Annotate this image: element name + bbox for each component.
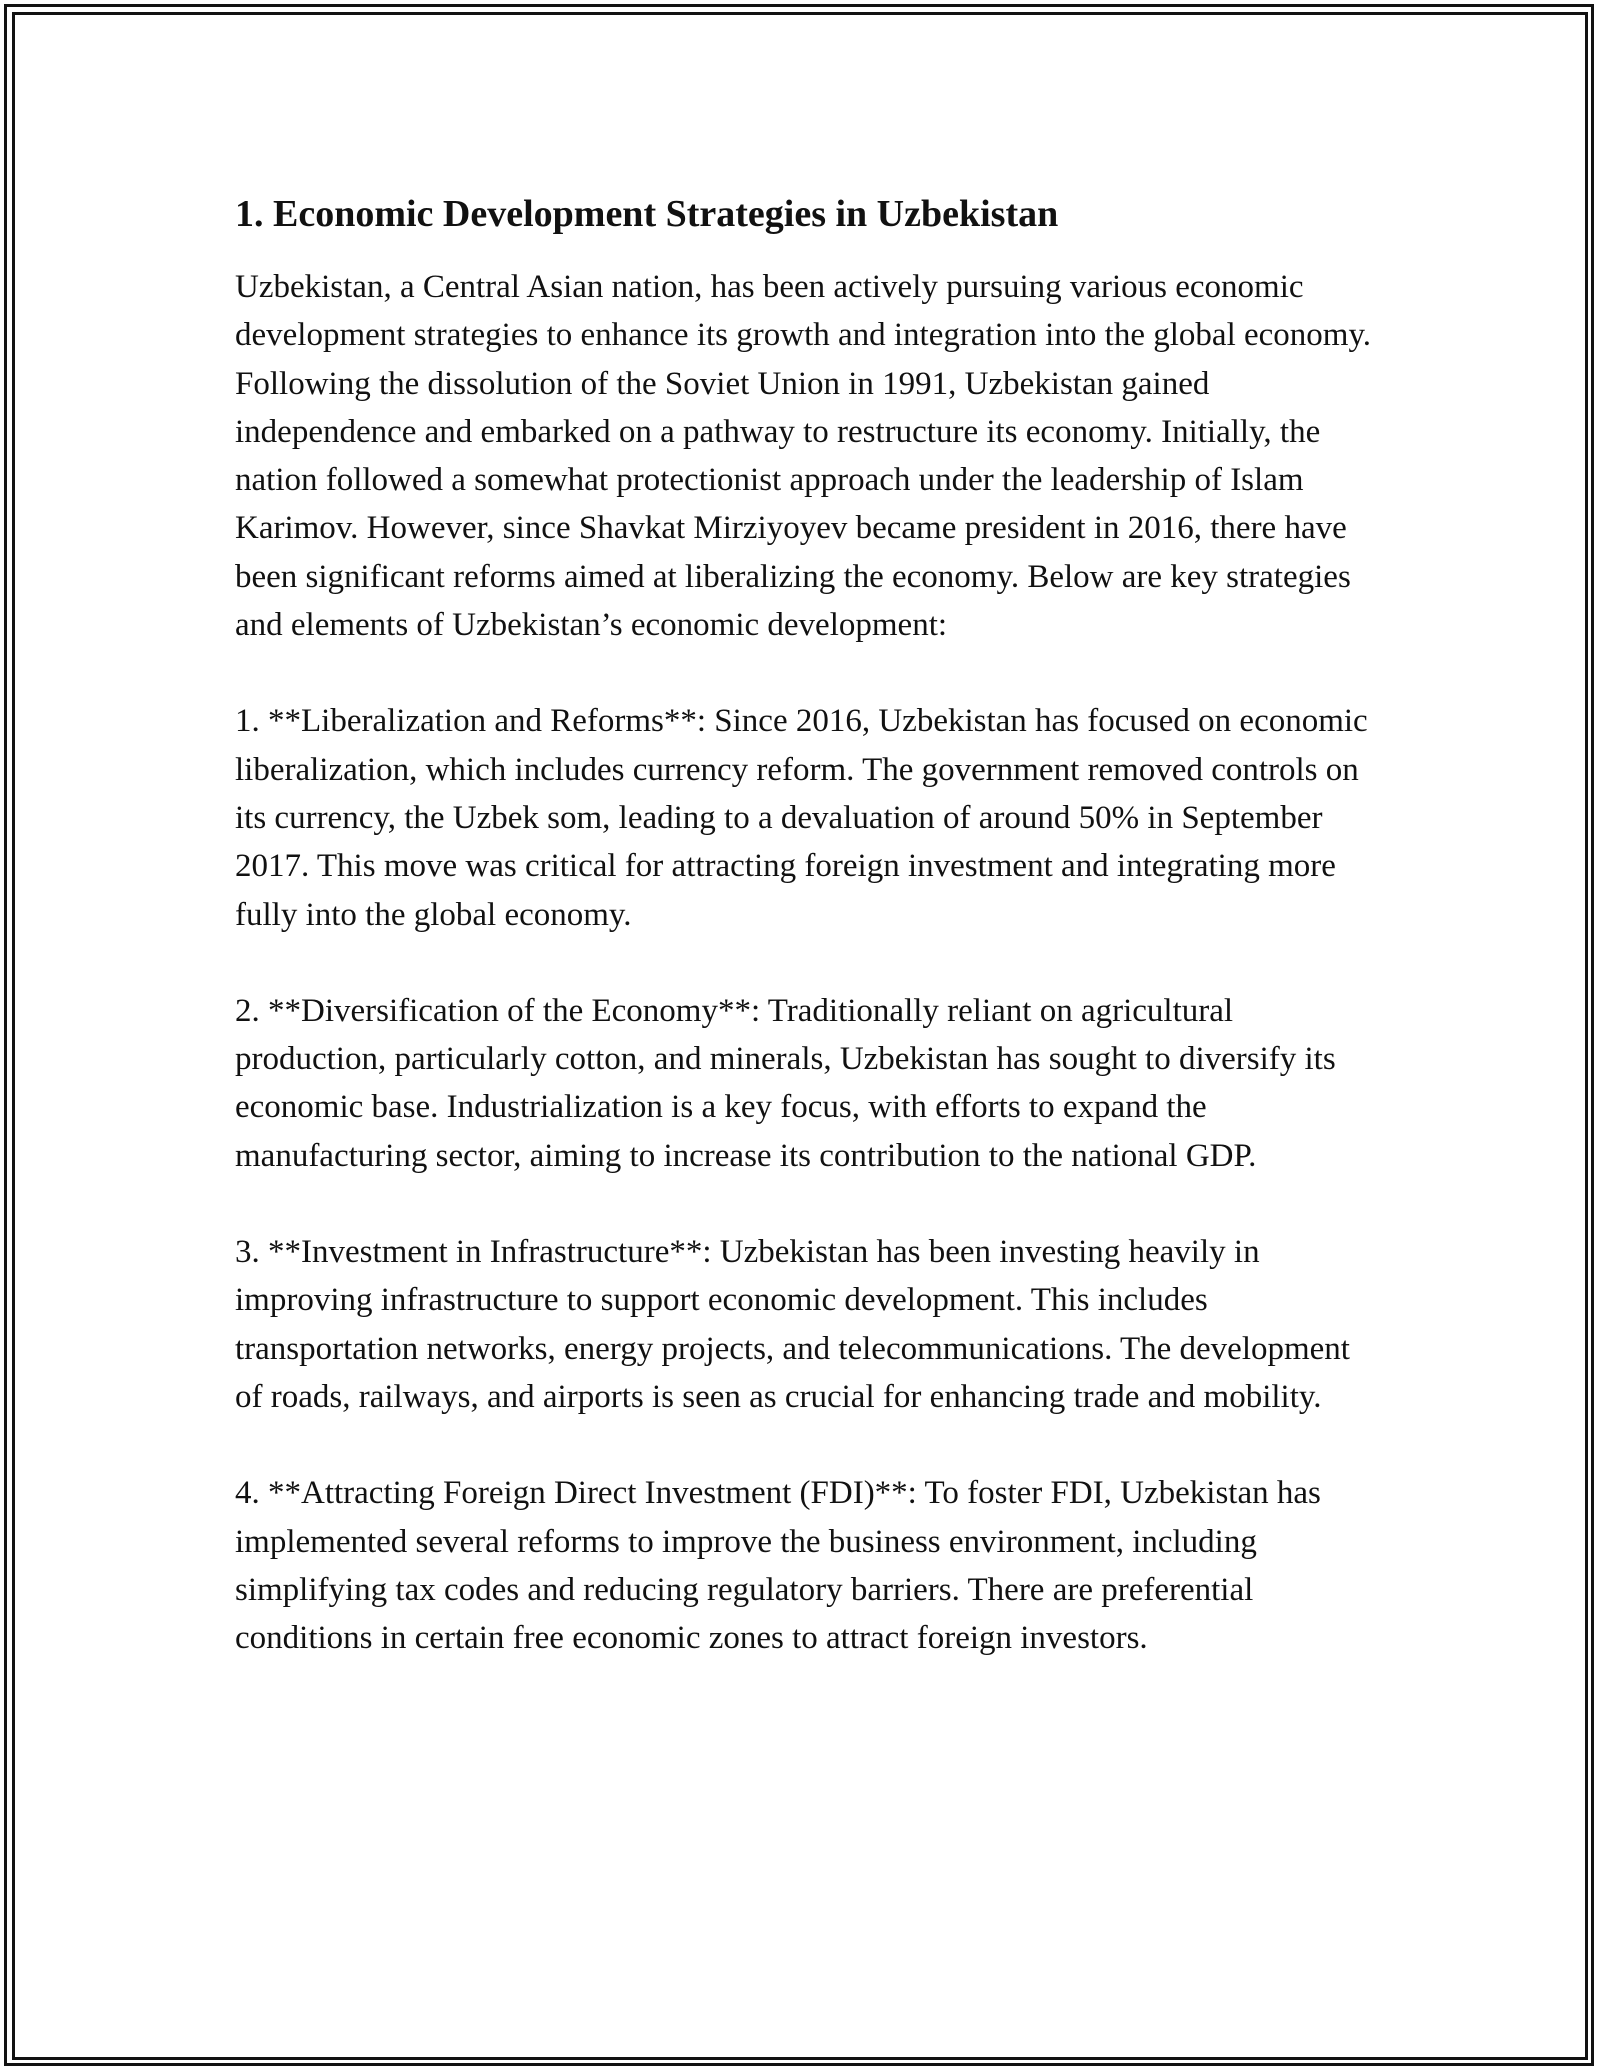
strategy-paragraph-infrastructure: 3. **Investment in Infrastructure**: Uzbekistan has been investing heavily in improving infrastructure to support economic development. This includes transportation networks, energy projects, and telecommunications. The development of roads, railways, and airports is seen as crucial for enhancing trade and mobility. [235, 1234, 1350, 1415]
document-body [235, 185, 1375, 1662]
strategy-paragraph-liberalization: 1. **Liberalization and Reforms**: Since 2016, Uzbekistan has focused on economic liberalization, which includes currency reform. The government removed controls on its currency, the Uzbek som, leading to a devaluation of around 50% in September 2017. This move was critical for attracting foreign investment and integrating more fully into the global economy. [235, 703, 1368, 933]
strategy-paragraph-fdi: 4. **Attracting Foreign Direct Investment (FDI)**: To foster FDI, Uzbekistan has implemented several reforms to improve the business environment, including simplifying tax codes and reducing regulatory barriers. There are preferential conditions in certain free economic zones to attract foreign investors. [235, 1475, 1321, 1657]
section-heading: 1. Economic Development Strategies in Uzbekistan [235, 193, 1059, 235]
strategy-paragraph-diversification: 2. **Diversification of the Economy**: Traditionally reliant on agricultural production, particularly cotton, and minerals, Uzbekistan has sought to diversify its economic base. Industrialization is a key focus, with efforts to expand the manufacturing sector, aiming to increase its contribution to the national GDP. [235, 992, 1336, 1174]
intro-paragraph: Uzbekistan, a Central Asian nation, has been actively pursuing various economic development strategies to enhance its growth and integration into the global economy. Following the dissolution of the Soviet Union in 1991, Uzbekistan gained independence and embarked on a pathway to restructure its economy. Initially, the nation followed a somewhat protectionist approach under the leadership of Islam Karimov. However, since Shavkat Mirziyoyev became president in 2016, there have been significant reforms aimed at liberalizing the economy. Below are key strategies and elements of Uzbekistan’s economic development: [235, 269, 1372, 644]
